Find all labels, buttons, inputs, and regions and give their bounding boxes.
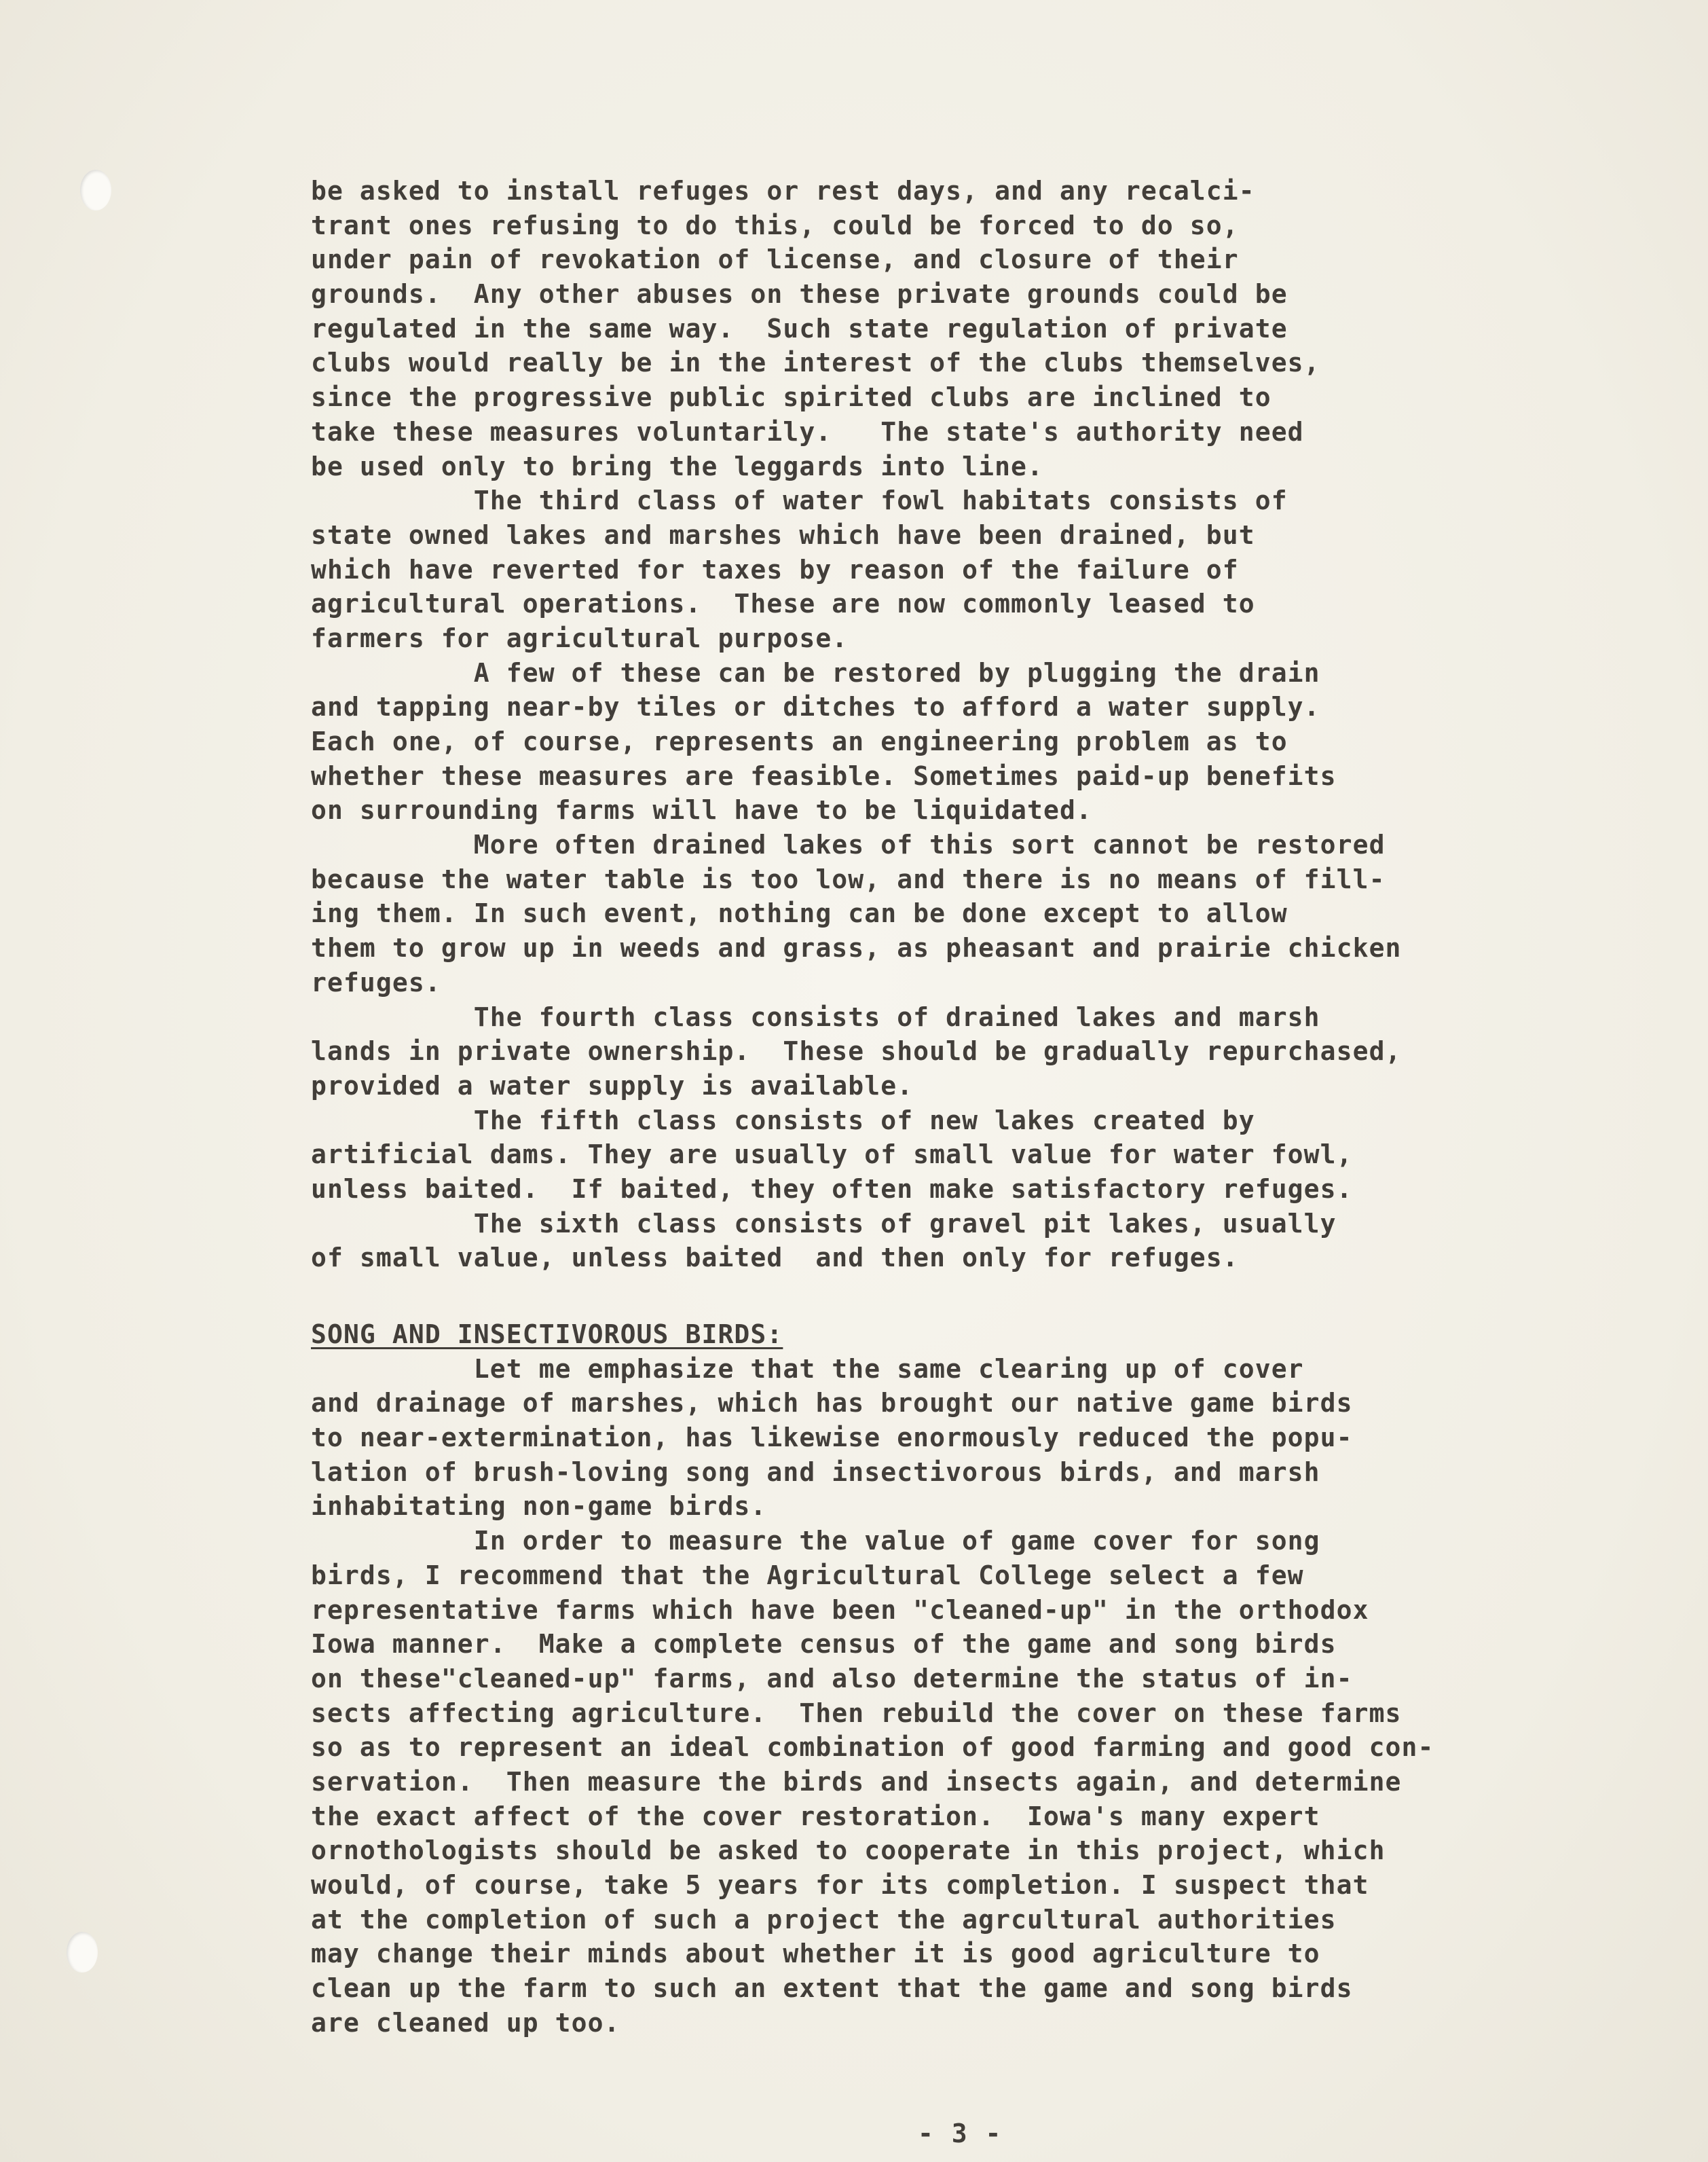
text-line: so as to represent an ideal combination of good farming and good con- — [311, 1732, 1434, 1763]
text-line: at the completion of such a project the agrcultural authorities — [311, 1904, 1337, 1935]
text-line: under pain of revokation of license, and closure of their — [311, 244, 1239, 275]
text-line: state owned lakes and marshes which have been drained, but — [311, 519, 1255, 550]
text-line: lands in private ownership. These should be gradually repurchased, — [311, 1036, 1402, 1067]
text-line: be used only to bring the leggards into line. — [311, 451, 1044, 481]
text-line: take these measures voluntarily. The state's authority need — [311, 416, 1304, 447]
text-line: clean up the farm to such an extent that the game and song birds — [311, 1973, 1353, 2004]
text-line: Let me emphasize that the same clearing up of cover — [311, 1353, 1304, 1384]
text-line: representative farms which have been "cleaned-up" in the orthodox — [311, 1594, 1369, 1625]
text-line: lation of brush-loving song and insectivorous birds, and marsh — [311, 1456, 1320, 1487]
text-line: artificial dams. They are usually of small value for water fowl, — [311, 1139, 1353, 1170]
text-line: The third class of water fowl habitats consists of — [311, 485, 1288, 516]
text-line: are cleaned up too. — [311, 2007, 620, 2038]
text-line: trant ones refusing to do this, could be forced to do so, — [311, 210, 1239, 240]
text-line: regulated in the same way. Such state regulation of private — [311, 313, 1288, 344]
section-heading: SONG AND INSECTIVOROUS BIRDS: — [311, 1319, 783, 1349]
text-line: on these"cleaned-up" farms, and also determine the status of in- — [311, 1663, 1353, 1693]
text-line: The sixth class consists of gravel pit lakes, usually — [311, 1208, 1337, 1239]
document-body — [311, 174, 1669, 2040]
punch-hole-top — [80, 170, 111, 210]
text-line: clubs would really be in the interest of the clubs themselves, — [311, 348, 1320, 378]
text-line: More often drained lakes of this sort cannot be restored — [311, 830, 1386, 860]
text-line: on surrounding farms will have to be liquidated. — [311, 795, 1092, 826]
text-line: birds, I recommend that the Agricultural College select a few — [311, 1560, 1304, 1590]
text-line: them to grow up in weeds and grass, as pheasant and prairie chicken — [311, 933, 1402, 964]
text-line: inhabitating non-game birds. — [311, 1491, 767, 1522]
text-line: because the water table is too low, and there is no means of fill- — [311, 864, 1386, 894]
text-line: which have reverted for taxes by reason of the failure of — [311, 554, 1239, 585]
text-line: unless baited. If baited, they often make satisfactory refuges. — [311, 1173, 1353, 1204]
text-line: and tapping near-by tiles or ditches to afford a water supply. — [311, 692, 1320, 722]
text-line: of small value, unless baited and then only for refuges. — [311, 1243, 1239, 1273]
punch-hole-bottom — [67, 1932, 98, 1973]
text-line: refuges. — [311, 967, 441, 997]
text-line: provided a water supply is available. — [311, 1070, 914, 1101]
text-line: agricultural operations. These are now commonly leased to — [311, 589, 1255, 619]
text-line: In order to measure the value of game cover for song — [311, 1526, 1320, 1556]
text-line: whether these measures are feasible. Sometimes paid-up benefits — [311, 761, 1337, 791]
text-line: The fourth class consists of drained lakes and marsh — [311, 1002, 1320, 1032]
text-line: ing them. In such event, nothing can be done except to allow — [311, 898, 1288, 929]
text-line: grounds. Any other abuses on these private grounds could be — [311, 279, 1288, 310]
text-line: and drainage of marshes, which has brought our native game birds — [311, 1388, 1353, 1418]
text-line: sects affecting agriculture. Then rebuild the cover on these farms — [311, 1698, 1402, 1728]
text-line: to near-extermination, has likewise enormously reduced the popu- — [311, 1423, 1353, 1453]
text-line: may change their minds about whether it is good agriculture to — [311, 1939, 1320, 1969]
text-line: the exact affect of the cover restoration. Iowa's many expert — [311, 1801, 1320, 1831]
text-line: servation. Then measure the birds and insects again, and determine — [311, 1766, 1402, 1797]
text-line: since the progressive public spirited clubs are inclined to — [311, 382, 1271, 413]
text-line: Each one, of course, represents an engineering problem as to — [311, 727, 1288, 756]
text-line: be asked to install refuges or rest days, and any recalci- — [311, 176, 1255, 206]
text-line: ornothologists should be asked to cooperate in this project, which — [311, 1835, 1386, 1866]
section-gap — [311, 1275, 1669, 1317]
text-line: A few of these can be restored by plugging the drain — [311, 657, 1320, 688]
text-line: Iowa manner. Make a complete census of the game and song birds — [311, 1629, 1337, 1660]
page-number: - 3 - — [918, 2119, 1003, 2148]
text-line: would, of course, take 5 years for its completion. I suspect that — [311, 1870, 1369, 1900]
text-line: The fifth class consists of new lakes created by — [311, 1105, 1255, 1135]
text-line: farmers for agricultural purpose. — [311, 623, 849, 653]
